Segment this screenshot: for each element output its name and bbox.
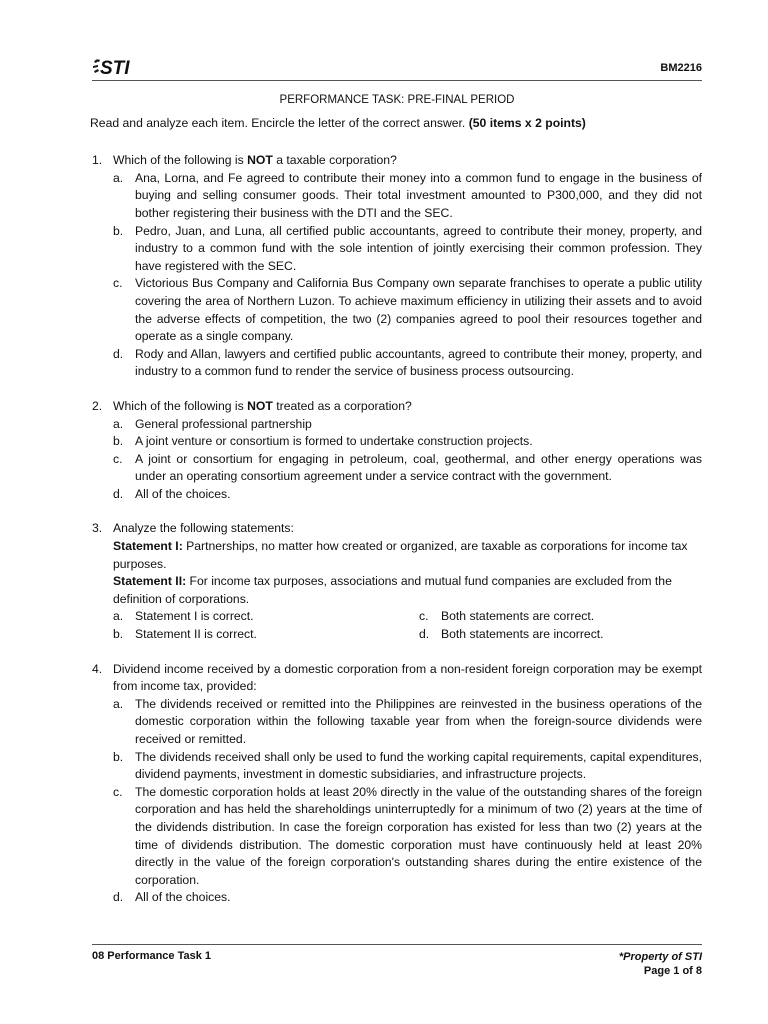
footer-right — [619, 950, 702, 978]
footer-document-name: 08 Performance Task 1 — [92, 950, 212, 962]
choice-letter: d. — [113, 486, 124, 501]
choice-d[interactable] — [113, 346, 702, 381]
choice-c[interactable] — [419, 608, 702, 626]
choice-letter: c. — [113, 276, 123, 291]
choice-a[interactable] — [113, 416, 702, 434]
choice-text: Both statements are incorrect. — [441, 627, 604, 642]
choice-letter: a. — [113, 696, 124, 711]
question-3 — [92, 520, 702, 643]
choice-letter: d. — [419, 627, 430, 642]
choice-text: Ana, Lorna, and Fe agreed to contribute their money into a common fund to engage in the business of buying and selling consumer goods. Their total investment amounted to P300,000, and they did not bother registering their business with the DTI and the SEC. — [135, 170, 702, 220]
choice-text: The dividends received shall only be used to fund the working capital requirements, capital expenditures, dividend payments, investment in domestic subsidiaries, and infrastructure projects. — [135, 749, 702, 782]
choice-c[interactable] — [113, 275, 702, 345]
choice-b[interactable] — [113, 749, 702, 784]
question-number: 4. — [92, 661, 103, 676]
choice-b[interactable] — [113, 223, 702, 276]
choice-letter: a. — [113, 416, 124, 431]
document-code: BM2216 — [660, 62, 702, 74]
choice-c[interactable] — [113, 784, 702, 890]
footer-divider — [92, 944, 702, 945]
sti-logo — [92, 56, 138, 78]
choice-text: A joint venture or consortium is formed to undertake construction projects. — [135, 434, 533, 449]
choice-text: Statement II is correct. — [135, 627, 257, 642]
choice-text: All of the choices. — [135, 890, 231, 905]
page-title: PERFORMANCE TASK: PRE-FINAL PERIOD — [279, 94, 515, 106]
question-4 — [92, 661, 702, 907]
choice-c[interactable] — [113, 451, 702, 486]
choice-text: The dividends received or remitted into the Philippines are reinvested in the business operations of the domestic corporation within the following taxable year from when the foreign-source dividends were received or remitted. — [135, 696, 702, 746]
choice-d[interactable] — [113, 889, 702, 907]
choice-letter: b. — [113, 223, 124, 238]
instructions-points: (50 items x 2 points) — [468, 115, 586, 130]
choice-text: Victorious Bus Company and California Bus Company own separate franchises to operate a public utility covering the area of Northern Luzon. To achieve maximum efficiency in utilizing their assets and to avoid the adverse effects of competition, the two (2) companies agreed to pool their resources together and operate as a single company. — [135, 276, 702, 344]
instructions — [90, 115, 702, 133]
choice-text: Pedro, Juan, and Luna, all certified public accountants, agreed to contribute their money, property, and industry to a common fund with the sole intention of jointly exercising their common profession. They have registered with the SEC. — [135, 223, 702, 273]
page-number: Page 1 of 8 — [643, 965, 702, 977]
sti-logo-icon — [92, 56, 138, 78]
question-text: Which of the following is NOT treated as a corporation? — [113, 398, 412, 413]
question-1 — [92, 152, 702, 381]
choice-list — [113, 170, 702, 381]
choice-b[interactable] — [113, 626, 419, 644]
choice-text: All of the choices. — [135, 486, 231, 501]
choice-a[interactable] — [113, 170, 702, 223]
statement-label: Statement I: — [113, 539, 183, 554]
choice-letter: c. — [113, 451, 123, 466]
question-text: Dividend income received by a domestic corporation from a non-resident foreign corporation may be exempt from income tax, provided: — [113, 661, 702, 694]
svg-text:STI: STI — [100, 58, 130, 78]
choice-d[interactable] — [113, 486, 702, 504]
choice-text: Statement I is correct. — [135, 609, 254, 624]
question-number: 2. — [92, 398, 103, 413]
choice-letter: d. — [113, 890, 124, 905]
question-text: Analyze the following statements: — [113, 521, 294, 536]
choice-letter: d. — [113, 346, 124, 361]
choice-a[interactable] — [113, 696, 702, 749]
statement-text: Partnerships, no matter how created or organized, are taxable as corporations for income tax purposes. — [113, 539, 688, 571]
statement-text: For income tax purposes, associations and mutual fund companies are excluded from the definition of corporations. — [113, 574, 672, 606]
choice-d[interactable] — [419, 626, 702, 644]
choice-list — [113, 416, 702, 504]
choice-letter: a. — [113, 170, 124, 185]
choice-letter: b. — [113, 627, 124, 642]
choice-grid — [113, 608, 702, 643]
choice-text: Both statements are correct. — [441, 609, 595, 624]
page-header — [92, 56, 702, 80]
choice-letter: b. — [113, 749, 124, 764]
header-divider — [92, 80, 702, 81]
choice-b[interactable] — [113, 433, 702, 451]
statement-1 — [113, 538, 702, 573]
choice-letter: c. — [419, 609, 429, 624]
document-body — [92, 92, 702, 924]
question-number: 1. — [92, 153, 103, 168]
choice-text: Rody and Allan, lawyers and certified public accountants, agreed to contribute their money, property, and industry to a common fund to render the service of business process outsourcing. — [135, 346, 702, 379]
choice-letter: c. — [113, 784, 123, 799]
instructions-text: Read and analyze each item. Encircle the letter of the correct answer. — [90, 115, 466, 130]
choice-letter: b. — [113, 434, 124, 449]
choice-list — [113, 696, 702, 907]
choice-text: General professional partnership — [135, 416, 312, 431]
question-text: Which of the following is NOT a taxable corporation? — [113, 153, 397, 168]
property-notice: *Property of STI — [618, 951, 702, 963]
question-number: 3. — [92, 521, 103, 536]
choice-text: The domestic corporation holds at least 20% directly in the value of the outstanding shares of the foreign corporation and has held the shareholdings uninterruptedly for a minimum of two (2) years at the time of the dividends distribution. In case the foreign corporation has existed for less than two (2) years at the time of dividends distribution. The domestic corporation must have continuously held at least 20% directly in the value of the foreign corporation's outstanding shares during the entire existence of the corporation. — [135, 784, 702, 887]
choice-text: A joint or consortium for engaging in petroleum, coal, geothermal, and other energy operations was under an operating consortium agreement under a service contract with the government. — [135, 451, 702, 484]
question-2 — [92, 398, 702, 504]
statement-label: Statement II: — [113, 574, 187, 589]
choice-letter: a. — [113, 609, 124, 624]
choice-a[interactable] — [113, 608, 419, 626]
statement-2 — [113, 573, 702, 608]
